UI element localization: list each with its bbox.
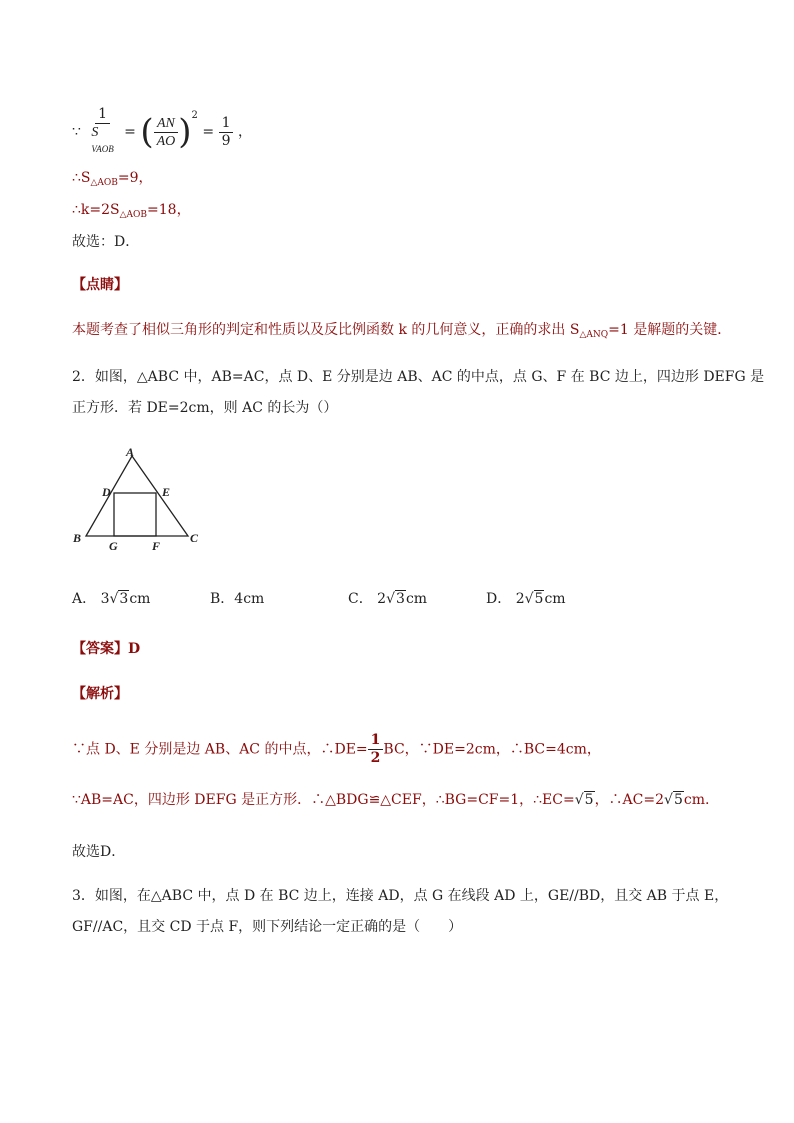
subscript: △AOB: [119, 210, 148, 220]
comment-text: [72, 319, 731, 340]
sqrt: √3: [386, 591, 405, 607]
radicand: 5: [534, 591, 544, 607]
coef: 2: [377, 591, 387, 607]
q2-choice: 故选D．: [72, 844, 126, 860]
label-D: D: [102, 485, 111, 499]
equals: =: [202, 124, 215, 140]
sol1-line2: [72, 167, 153, 188]
subscript: △ANQ: [579, 330, 609, 340]
frac-num: 1: [219, 115, 234, 133]
text: ，∴AC=2: [594, 792, 665, 808]
left-paren: (: [140, 112, 154, 152]
q3-stem-line2: GF//AC，且交 CD 于点 F，则下列结论一定正确的是（ ）: [72, 919, 463, 935]
frac-den-sub: VAOB: [91, 144, 114, 154]
text: ∴k=2S: [72, 202, 120, 218]
subscript: △AOB: [90, 178, 118, 188]
label-G: G: [109, 539, 118, 553]
power: 2: [191, 110, 198, 121]
analysis-heading: 【解析】: [72, 686, 128, 702]
answer-line: 【答案】D: [72, 641, 141, 657]
text: 本题考查了相似三角形的判定和性质以及反比例函数 k 的几何意义，正确的求出 S: [72, 322, 580, 338]
option-c[interactable]: [348, 588, 427, 608]
comment-heading: 【点睛】: [72, 277, 128, 293]
equals: =: [124, 124, 136, 140]
unit: cm: [129, 591, 151, 607]
triangle-square-figure: [68, 444, 208, 554]
frac-den: 2: [370, 750, 381, 766]
radicand: 3: [396, 591, 405, 607]
frac-num: 1: [95, 106, 110, 124]
q3-stem-line1: 3．如图，在△ABC 中，点 D 在 BC 边上，连接 AD，点 G 在线段 AD 上，GE//BD，且交 AB 于点 E，: [72, 888, 729, 904]
label-C: C: [190, 531, 199, 545]
q2-solution-line1: [72, 732, 601, 767]
sol1-choice: 故选：D．: [72, 234, 140, 250]
option-label: A．: [72, 591, 97, 607]
text: =18，: [147, 202, 191, 218]
fraction-one-half: [368, 732, 384, 767]
option-b[interactable]: B．4cm: [210, 591, 265, 607]
sqrt: √5: [664, 792, 683, 808]
frac-num: 1: [368, 732, 384, 750]
frac-den: AO: [156, 133, 176, 149]
label-A: A: [126, 445, 135, 459]
square-defg: [114, 493, 156, 536]
text: ∵AB=AC，四边形 DEFG 是正方形．∴△BDG≌△CEF，∴BG=CF=1，∴EC=: [72, 792, 575, 808]
fraction-an-ao: [154, 115, 179, 150]
frac-num: AN: [154, 115, 178, 133]
unit: cm: [544, 591, 566, 607]
q2-solution-line2: [72, 789, 709, 809]
label-B: B: [73, 531, 82, 545]
sqrt: √5: [524, 591, 544, 607]
sqrt: √3: [109, 591, 129, 607]
text: ∵点 D、E 分别是边 AB、AC 的中点，∴DE=: [72, 741, 368, 758]
option-a[interactable]: [72, 588, 150, 608]
radicand: 5: [673, 792, 683, 808]
text: BC，∵DE=2cm，∴BC=4cm，: [383, 741, 601, 758]
radicand: 5: [584, 792, 594, 808]
sol1-line3: [72, 199, 191, 220]
option-label: C．: [348, 591, 373, 607]
formula-line: [72, 106, 252, 158]
text: =1 是解题的关键．: [608, 322, 732, 338]
sqrt: √5: [574, 792, 594, 808]
text: =9，: [117, 170, 153, 186]
frac-den: [85, 124, 119, 158]
unit: cm: [405, 591, 428, 607]
text: cm.: [683, 792, 710, 808]
q2-stem-line1: 2．如图，△ABC 中，AB=AC，点 D、E 分别是边 AB、AC 的中点，点 G、F 在 BC 边上，四边形 DEFG 是: [72, 369, 765, 385]
coef: 3: [100, 591, 110, 607]
label-F: F: [152, 539, 161, 553]
option-label: D．: [486, 591, 512, 607]
text: ∴S: [72, 170, 91, 186]
q2-stem-line2: 正方形．若 DE=2cm，则 AC 的长为（）: [72, 400, 338, 416]
because-symbol: ∵: [72, 124, 81, 140]
fraction-1-over-s: [85, 106, 119, 158]
comma: ，: [237, 124, 252, 140]
fraction-1-over-9: [219, 115, 234, 150]
radicand: 3: [119, 591, 129, 607]
frac-den: 9: [221, 132, 231, 149]
label-E: E: [162, 485, 171, 499]
coef: 2: [515, 591, 525, 607]
right-paren: ): [178, 112, 192, 152]
frac-den-s: S: [91, 125, 99, 140]
option-d[interactable]: [486, 588, 566, 608]
